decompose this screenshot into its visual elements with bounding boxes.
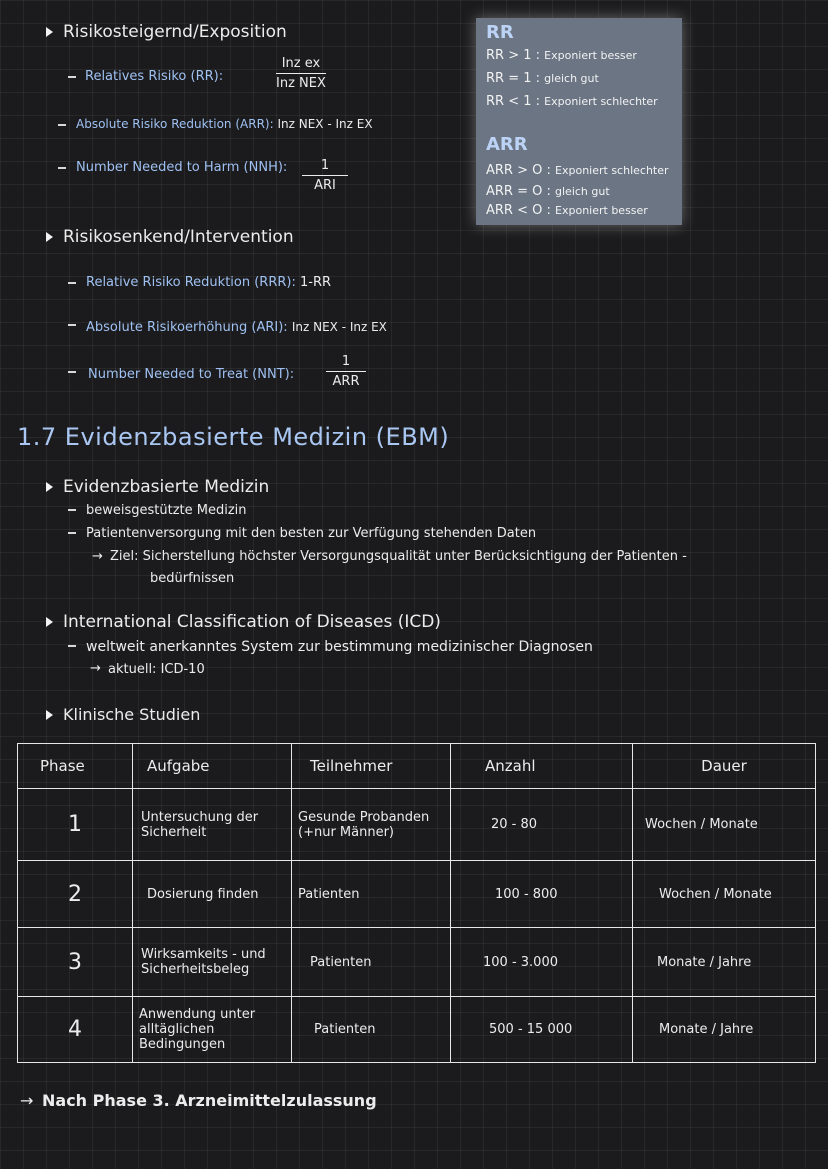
dash-icon: [68, 532, 76, 534]
legend-arr-row: ARR > O : Exponiert schlechter: [486, 163, 669, 178]
participants-cell: Patienten: [292, 997, 451, 1063]
legend-arr-row: ARR = O : gleich gut: [486, 184, 610, 199]
task-cell: Dosierung finden: [133, 861, 292, 928]
duration-cell: Wochen / Monate: [633, 861, 816, 928]
phase-cell: 4: [18, 997, 133, 1063]
rrr-line: [86, 275, 331, 290]
duration-cell: Wochen / Monate: [633, 789, 816, 861]
arr-line: [76, 117, 373, 131]
participants-cell: Patienten: [292, 928, 451, 997]
nnh-label: Number Needed to Harm (NNH):: [76, 160, 288, 175]
rrr-formula: 1-RR: [300, 275, 332, 290]
nnh-denominator: ARI: [314, 178, 336, 193]
phase-cell: 2: [18, 861, 133, 928]
fraction-bar: [276, 73, 326, 74]
table-header-cell: Phase: [18, 744, 133, 789]
participants-cell: Gesunde Probanden (+nur Männer): [292, 789, 451, 861]
nnt-label: Number Needed to Treat (NNT):: [88, 367, 295, 382]
participants-cell: Patienten: [292, 861, 451, 928]
nnt-numerator: 1: [341, 354, 351, 369]
table-row: [18, 861, 816, 928]
arrow-icon: →: [92, 549, 103, 564]
dash-icon: [68, 509, 76, 511]
dash-icon: [58, 167, 66, 169]
bullet-icon: [46, 482, 53, 492]
table-row: [18, 789, 816, 861]
bullet-icon: [46, 27, 53, 37]
dash-icon: [58, 124, 66, 126]
table-header-cell: Dauer: [633, 744, 816, 789]
ebm-title: Evidenzbasierte Medizin: [63, 477, 270, 497]
section-title: 1.7 Evidenzbasierte Medizin (EBM): [17, 423, 450, 451]
ebm-item-2: Patientenversorgung mit den besten zur Verfügung stehenden Daten: [86, 526, 537, 541]
dash-icon: [68, 371, 76, 373]
fraction-bar: [326, 371, 366, 372]
legend-rr-row: RR < 1 : Exponiert schlechter: [486, 94, 658, 109]
risk-increasing-title: Risikosteigernd/Exposition: [63, 22, 287, 42]
table-row: [18, 997, 816, 1063]
duration-cell: Monate / Jahre: [633, 997, 816, 1063]
duration-cell: Monate / Jahre: [633, 928, 816, 997]
rr-fraction: [276, 56, 326, 91]
nnh-fraction: [302, 158, 348, 193]
rr-numerator: Inz ex: [281, 56, 321, 71]
count-cell: 500 - 15 000: [451, 997, 633, 1063]
nnt-denominator: ARR: [332, 374, 360, 389]
icd-title: International Classification of Diseases (ICD): [63, 612, 441, 632]
dash-icon: [68, 282, 76, 284]
ebm-item-1: beweisgestützte Medizin: [86, 503, 247, 518]
table-row: [18, 928, 816, 997]
legend-rr-title: RR: [486, 22, 514, 43]
arr-label: Absolute Risiko Reduktion (ARR):: [76, 117, 274, 131]
phase-cell: 1: [18, 789, 133, 861]
count-cell: 20 - 80: [451, 789, 633, 861]
ari-label: Absolute Risikoerhöhung (ARI):: [86, 320, 288, 335]
nnt-fraction: [326, 354, 366, 389]
dash-icon: [68, 645, 76, 647]
table-header-cell: Anzahl: [451, 744, 633, 789]
ari-line: [86, 320, 387, 335]
clinical-studies-table: [17, 743, 816, 1063]
arrow-icon: →: [20, 1091, 34, 1110]
bullet-icon: [46, 232, 53, 242]
studies-title: Klinische Studien: [63, 705, 201, 724]
task-cell: Untersuchung der Sicherheit: [133, 789, 292, 861]
dash-icon: [68, 76, 76, 78]
table-header-row: [18, 744, 816, 789]
ebm-goal: Ziel: Sicherstellung höchster Versorgungsqualität unter Berücksichtigung der Patienten -: [110, 549, 687, 564]
legend-arr-title: ARR: [486, 134, 528, 155]
table-header-cell: Aufgabe: [133, 744, 292, 789]
ebm-goal-continued: bedürfnissen: [150, 571, 235, 586]
footer-note: Nach Phase 3. Arzneimittelzulassung: [42, 1091, 377, 1110]
phase-cell: 3: [18, 928, 133, 997]
rr-denominator: Inz NEX: [276, 76, 326, 91]
bullet-icon: [46, 710, 53, 720]
nnh-numerator: 1: [320, 158, 330, 173]
bullet-icon: [46, 617, 53, 627]
arr-formula: Inz NEX - Inz EX: [277, 117, 373, 131]
icd-current: aktuell: ICD-10: [108, 662, 205, 677]
count-cell: 100 - 800: [451, 861, 633, 928]
ari-formula: Inz NEX - Inz EX: [291, 320, 387, 334]
rr-label: Relatives Risiko (RR):: [85, 69, 224, 84]
dash-icon: [68, 324, 76, 326]
legend-arr-row: ARR < O : Exponiert besser: [486, 203, 648, 218]
icd-item-1: weltweit anerkanntes System zur bestimmung medizinischer Diagnosen: [86, 639, 593, 655]
task-cell: Wirksamkeits - und Sicherheitsbeleg: [133, 928, 292, 997]
table-header-cell: Teilnehmer: [292, 744, 451, 789]
arrow-icon: →: [90, 661, 101, 676]
legend-rr-row: RR = 1 : gleich gut: [486, 71, 599, 86]
risk-decreasing-title: Risikosenkend/Intervention: [63, 227, 294, 247]
rr-arr-legend-box: [476, 18, 682, 225]
count-cell: 100 - 3.000: [451, 928, 633, 997]
legend-rr-row: RR > 1 : Exponiert besser: [486, 48, 637, 63]
fraction-bar: [302, 175, 348, 176]
task-cell: Anwendung unter alltäglichen Bedingungen: [133, 997, 292, 1063]
rrr-label: Relative Risiko Reduktion (RRR):: [86, 275, 296, 290]
